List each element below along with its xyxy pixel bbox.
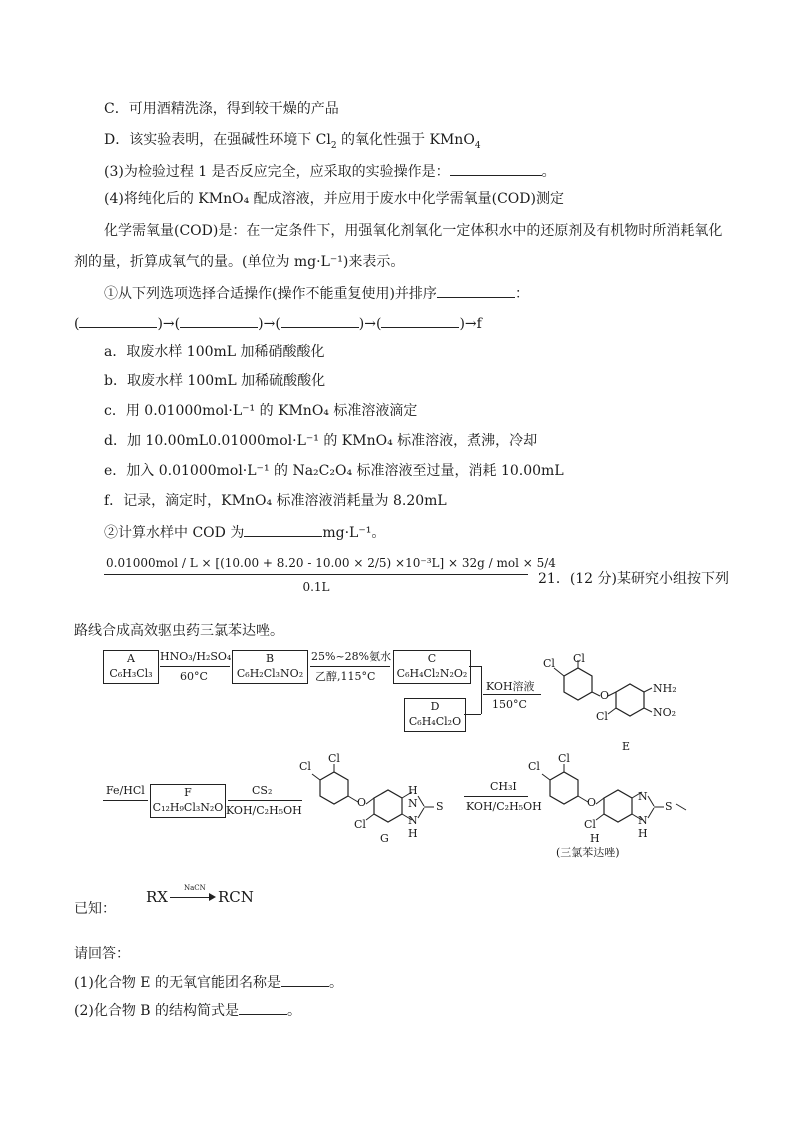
compound-e-structure (540, 648, 680, 748)
reagent-6-bottom: KOH/C₂H₅OH (466, 800, 542, 813)
reagent-6-top: CH₃I (490, 780, 517, 793)
reagent-3-top: KOH溶液 (486, 680, 535, 693)
h-n-top: N (638, 790, 648, 803)
reagent-5-bottom: KOH/C₂H₅OH (226, 804, 302, 817)
e-cl-3: Cl (596, 710, 608, 723)
bracket-bottom (464, 714, 481, 715)
known-arrow (170, 897, 214, 898)
g-cl-3: Cl (354, 818, 366, 831)
reagent-1-top: HNO₃/H₂SO₄ (160, 650, 232, 663)
compound-a-box: A C₆H₃Cl₃ (103, 650, 159, 684)
compound-h-structure (530, 752, 700, 852)
e-no2: NO₂ (653, 706, 677, 719)
compound-f-box: F C₁₂H₉Cl₃N₂O (150, 784, 226, 818)
h-oxygen: O (587, 796, 597, 809)
arrow-4 (103, 800, 148, 801)
question-21-cont: 路线合成高效驱虫药三氯苯达唑。 (74, 623, 284, 639)
g-cl-2: Cl (328, 752, 340, 765)
reagent-2-top: 25%~28%氨水 (311, 650, 392, 663)
arrow-1 (160, 666, 230, 667)
known-rx: RX (146, 888, 168, 906)
known-rcn: RCN (218, 888, 254, 906)
option-a: a．取废水样 100mL 加稀硝酸酸化 (104, 344, 325, 360)
h-label: H (590, 832, 600, 845)
known-label: 已知： (74, 901, 116, 917)
option-e: e．加入 0.01000mol·L⁻¹ 的 Na₂C₂O₄ 标准溶液至过量，消耗 10.00mL (104, 463, 564, 479)
arrow-2 (310, 666, 390, 667)
option-c: C．可用酒精洗涤，得到较干燥的产品 (104, 101, 339, 117)
reagent-3-bottom: 150°C (492, 698, 527, 711)
subquestion-2: ②计算水样中 COD 为 mg·L⁻¹。 (104, 522, 385, 542)
option-b: b．取废水样 100mL 加稀硫酸酸化 (104, 373, 326, 389)
bracket-vertical (481, 666, 482, 714)
option-c-titrate: c．用 0.01000mol·L⁻¹ 的 KMnO₄ 标准溶液滴定 (104, 403, 418, 419)
h-sulfur: S (665, 800, 673, 813)
question-1: (1)化合物 E 的无氧官能团名称是 。 (74, 972, 343, 992)
option-f: f．记录，滴定时，KMnO₄ 标准溶液消耗量为 8.20mL (104, 493, 447, 509)
compound-d-box: D C₆H₄Cl₂O (404, 698, 466, 732)
question-4: (4)将纯化后的 KMnO₄ 配成溶液，并应用于废水中化学需氧量(COD)测定 (104, 191, 564, 207)
reagent-5-top: CS₂ (252, 784, 273, 797)
e-label: E (622, 740, 631, 753)
known-reagent: NaCN (184, 884, 206, 892)
e-nh2: NH₂ (653, 682, 677, 695)
bracket-top (469, 666, 481, 667)
question-21-start: 21．(12 分)某研究小组按下列 (538, 571, 730, 587)
subquestion-1: ①从下列选项选择合适操作(操作不能重复使用)并排序 ： (104, 283, 529, 303)
option-d-add: d．加 10.00mL0.01000mol·L⁻¹ 的 KMnO₄ 标准溶液，煮沸，冷却 (104, 433, 538, 449)
question-2: (2)化合物 B 的结构简式是 。 (74, 1000, 301, 1020)
g-nh-top: H N (408, 784, 418, 810)
g-label: G (380, 832, 389, 845)
fraction-bar (104, 574, 528, 575)
g-cl-1: Cl (299, 760, 311, 773)
known-arrow-head (209, 893, 216, 901)
g-sulfur: S (436, 800, 444, 813)
cod-definition-2: 剂的量，折算成氧气的量。(单位为 mg·L⁻¹)来表示。 (74, 254, 405, 270)
e-cl-2: Cl (573, 652, 585, 665)
arrow-5 (228, 800, 302, 801)
question-3: (3)为检验过程 1 是否反应完全，应采取的实验操作是： 。 (104, 161, 556, 181)
g-oxygen: O (357, 796, 367, 809)
h-cl-1: Cl (528, 760, 540, 773)
reagent-4: Fe/HCl (106, 784, 145, 797)
h-cl-3: Cl (584, 818, 596, 831)
option-d: D．该实验表明，在强碱性环境下 $Cl_2$ 的氧化性强于 KMnO$_4$ (104, 132, 481, 151)
h-nh-bottom: N H (638, 814, 648, 840)
h-cl-2: Cl (558, 752, 570, 765)
compound-b-box: B C₆H₂Cl₃NO₂ (232, 650, 308, 684)
arrow-3 (483, 694, 541, 695)
h-name: (三氯苯达唑) (556, 846, 620, 859)
e-oxygen: O (600, 689, 610, 702)
fraction-numerator: 0.01000mol / L × [(10.00 + 8.20 - 10.00 × 2/5) ×10⁻³L] × 32g / mol × 5/4 (106, 556, 556, 570)
reagent-2-bottom: 乙醇,115°C (315, 670, 376, 683)
arrow-6 (464, 796, 528, 797)
sequence-blanks: ( )→( )→( )→( )→f (74, 313, 482, 333)
compound-c-box: C C₆H₄Cl₂N₂O₂ (393, 650, 471, 684)
cod-definition-1: 化学需氧量(COD)是：在一定条件下，用强氧化剂氧化一定体积水中的还原剂及有机物时所消耗氧化 (104, 223, 723, 239)
reagent-1-bottom: 60°C (180, 670, 208, 683)
fraction-denominator: 0.1L (302, 580, 330, 594)
e-cl-1: Cl (543, 657, 555, 670)
ask-label: 请回答： (74, 946, 130, 962)
g-nh-bottom: N H (408, 814, 418, 840)
